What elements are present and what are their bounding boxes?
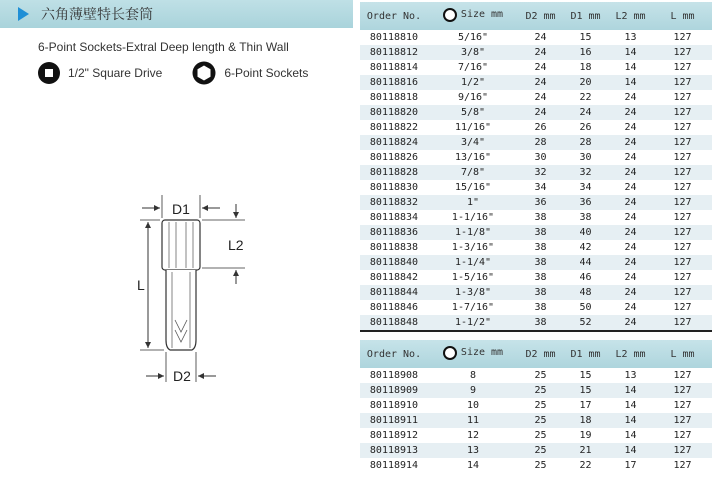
d1-cell: 15 bbox=[563, 383, 608, 398]
square-drive-icon bbox=[38, 62, 60, 84]
square-drive-label: 1/2" Square Drive bbox=[68, 66, 163, 80]
order-no-cell: 80118911 bbox=[360, 413, 428, 428]
d1-cell: 44 bbox=[563, 255, 608, 270]
order-no-cell: 80118822 bbox=[360, 120, 428, 135]
size-cell: 5/8" bbox=[428, 105, 518, 120]
table-row bbox=[360, 225, 712, 240]
l2-cell: 24 bbox=[608, 105, 653, 120]
l2-cell: 14 bbox=[608, 398, 653, 413]
table-row bbox=[360, 285, 712, 300]
d1-cell: 50 bbox=[563, 300, 608, 315]
d1-cell: 20 bbox=[563, 75, 608, 90]
l-cell: 127 bbox=[653, 180, 712, 195]
l-cell: 127 bbox=[653, 225, 712, 240]
size-cell: 1" bbox=[428, 195, 518, 210]
d2-cell: 34 bbox=[518, 180, 563, 195]
l2-cell: 13 bbox=[608, 368, 653, 383]
l2-cell: 24 bbox=[608, 180, 653, 195]
header-l2: L2 mm bbox=[608, 340, 653, 368]
table-header-row bbox=[360, 340, 712, 368]
d2-cell: 24 bbox=[518, 60, 563, 75]
d2-cell: 38 bbox=[518, 240, 563, 255]
l-cell: 127 bbox=[653, 120, 712, 135]
table-row bbox=[360, 315, 712, 331]
order-no-cell: 80118836 bbox=[360, 225, 428, 240]
l2-label: L2 bbox=[228, 237, 244, 253]
size-cell: 1-3/8" bbox=[428, 285, 518, 300]
d2-cell: 25 bbox=[518, 443, 563, 458]
table-row bbox=[360, 458, 712, 473]
l-cell: 127 bbox=[653, 255, 712, 270]
d1-cell: 17 bbox=[563, 398, 608, 413]
d1-cell: 18 bbox=[563, 413, 608, 428]
header-l2: L2 mm bbox=[608, 2, 653, 30]
product-subtitle: 6-Point Sockets-Extral Deep length & Thin Wall bbox=[38, 40, 289, 54]
table-row bbox=[360, 180, 712, 195]
d1-cell: 22 bbox=[563, 90, 608, 105]
table-row bbox=[360, 210, 712, 225]
table-row bbox=[360, 75, 712, 90]
hexagon-socket-icon bbox=[192, 61, 216, 85]
d2-cell: 25 bbox=[518, 413, 563, 428]
six-point-label: 6-Point Sockets bbox=[224, 66, 309, 80]
size-cell: 1-1/4" bbox=[428, 255, 518, 270]
l-cell: 127 bbox=[653, 30, 712, 45]
d2-cell: 38 bbox=[518, 300, 563, 315]
order-no-cell: 80118818 bbox=[360, 90, 428, 105]
order-no-cell: 80118810 bbox=[360, 30, 428, 45]
l2-cell: 24 bbox=[608, 225, 653, 240]
d2-cell: 28 bbox=[518, 135, 563, 150]
table-row bbox=[360, 165, 712, 180]
size-cell: 1-3/16" bbox=[428, 240, 518, 255]
socket-shank-shape bbox=[166, 270, 196, 350]
l2-cell: 24 bbox=[608, 120, 653, 135]
size-cell: 7/8" bbox=[428, 165, 518, 180]
size-cell: 7/16" bbox=[428, 60, 518, 75]
table-row bbox=[360, 135, 712, 150]
order-no-cell: 80118826 bbox=[360, 150, 428, 165]
d1-cell: 38 bbox=[563, 210, 608, 225]
l-label: L bbox=[137, 277, 145, 293]
table-row bbox=[360, 270, 712, 285]
l-cell: 127 bbox=[653, 285, 712, 300]
order-no-cell: 80118910 bbox=[360, 398, 428, 413]
table-row bbox=[360, 30, 712, 45]
d1-cell: 52 bbox=[563, 315, 608, 331]
l-cell: 127 bbox=[653, 383, 712, 398]
table-row bbox=[360, 428, 712, 443]
header-order-no: Order No. bbox=[360, 340, 428, 368]
size-cell: 14 bbox=[428, 458, 518, 473]
order-no-cell: 80118844 bbox=[360, 285, 428, 300]
l-cell: 127 bbox=[653, 135, 712, 150]
table-row bbox=[360, 90, 712, 105]
l2-cell: 14 bbox=[608, 75, 653, 90]
l-cell: 127 bbox=[653, 75, 712, 90]
size-cell: 1-5/16" bbox=[428, 270, 518, 285]
d1-cell: 40 bbox=[563, 225, 608, 240]
l-cell: 127 bbox=[653, 165, 712, 180]
size-cell: 15/16" bbox=[428, 180, 518, 195]
header-l: L mm bbox=[653, 340, 712, 368]
d1-cell: 24 bbox=[563, 105, 608, 120]
size-cell: 11/16" bbox=[428, 120, 518, 135]
order-no-cell: 80118848 bbox=[360, 315, 428, 331]
d1-cell: 26 bbox=[563, 120, 608, 135]
l2-cell: 14 bbox=[608, 383, 653, 398]
header-size: Size mm bbox=[428, 340, 518, 368]
header-d1: D1 mm bbox=[563, 2, 608, 30]
header-d2: D2 mm bbox=[518, 2, 563, 30]
l2-cell: 24 bbox=[608, 165, 653, 180]
circle-icon bbox=[443, 346, 457, 360]
l2-cell: 24 bbox=[608, 315, 653, 331]
l2-cell: 14 bbox=[608, 428, 653, 443]
header-size: Size mm bbox=[428, 2, 518, 30]
table-row bbox=[360, 255, 712, 270]
size-cell: 1-1/8" bbox=[428, 225, 518, 240]
d2-cell: 25 bbox=[518, 428, 563, 443]
l-cell: 127 bbox=[653, 240, 712, 255]
l-cell: 127 bbox=[653, 90, 712, 105]
d1-cell: 15 bbox=[563, 30, 608, 45]
circle-icon bbox=[443, 8, 457, 22]
l2-cell: 14 bbox=[608, 60, 653, 75]
order-no-cell: 80118824 bbox=[360, 135, 428, 150]
size-cell: 12 bbox=[428, 428, 518, 443]
table-row bbox=[360, 195, 712, 210]
d1-cell: 32 bbox=[563, 165, 608, 180]
size-cell: 10 bbox=[428, 398, 518, 413]
size-cell: 13/16" bbox=[428, 150, 518, 165]
d2-cell: 24 bbox=[518, 45, 563, 60]
page-title: 六角薄壁特长套筒 bbox=[41, 7, 153, 23]
l2-cell: 24 bbox=[608, 150, 653, 165]
d1-cell: 48 bbox=[563, 285, 608, 300]
l2-cell: 24 bbox=[608, 195, 653, 210]
d1-cell: 19 bbox=[563, 428, 608, 443]
metric-size-table bbox=[360, 340, 712, 473]
l2-cell: 14 bbox=[608, 413, 653, 428]
d1-cell: 18 bbox=[563, 60, 608, 75]
table-row bbox=[360, 443, 712, 458]
d2-cell: 24 bbox=[518, 90, 563, 105]
size-cell: 1-1/2" bbox=[428, 315, 518, 331]
l-cell: 127 bbox=[653, 150, 712, 165]
d2-cell: 24 bbox=[518, 75, 563, 90]
order-no-cell: 80118812 bbox=[360, 45, 428, 60]
d1-cell: 30 bbox=[563, 150, 608, 165]
order-no-cell: 80118828 bbox=[360, 165, 428, 180]
order-no-cell: 80118914 bbox=[360, 458, 428, 473]
l-cell: 127 bbox=[653, 45, 712, 60]
order-no-cell: 80118846 bbox=[360, 300, 428, 315]
l2-cell: 13 bbox=[608, 30, 653, 45]
header-order-no: Order No. bbox=[360, 2, 428, 30]
l-cell: 127 bbox=[653, 315, 712, 331]
socket-dimension-diagram bbox=[120, 190, 250, 390]
l2-cell: 24 bbox=[608, 300, 653, 315]
l-cell: 127 bbox=[653, 300, 712, 315]
d2-cell: 38 bbox=[518, 285, 563, 300]
inch-size-table bbox=[360, 2, 712, 332]
size-cell: 1/2" bbox=[428, 75, 518, 90]
l2-cell: 24 bbox=[608, 240, 653, 255]
d2-cell: 25 bbox=[518, 368, 563, 383]
l2-cell: 24 bbox=[608, 135, 653, 150]
play-arrow-icon bbox=[18, 7, 29, 21]
table-row bbox=[360, 383, 712, 398]
header-l: L mm bbox=[653, 2, 712, 30]
d1-cell: 22 bbox=[563, 458, 608, 473]
l-cell: 127 bbox=[653, 428, 712, 443]
l2-cell: 17 bbox=[608, 458, 653, 473]
d1-cell: 21 bbox=[563, 443, 608, 458]
l-cell: 127 bbox=[653, 105, 712, 120]
header-d2: D2 mm bbox=[518, 340, 563, 368]
order-no-cell: 80118908 bbox=[360, 368, 428, 383]
d2-cell: 38 bbox=[518, 255, 563, 270]
d2-cell: 25 bbox=[518, 458, 563, 473]
d2-cell: 24 bbox=[518, 105, 563, 120]
d2-cell: 30 bbox=[518, 150, 563, 165]
d2-cell: 25 bbox=[518, 398, 563, 413]
l-cell: 127 bbox=[653, 368, 712, 383]
header-d1: D1 mm bbox=[563, 340, 608, 368]
table-header-row bbox=[360, 2, 712, 30]
size-cell: 9/16" bbox=[428, 90, 518, 105]
size-cell: 8 bbox=[428, 368, 518, 383]
socket-head-shape bbox=[162, 220, 200, 270]
size-cell: 5/16" bbox=[428, 30, 518, 45]
size-cell: 1-1/16" bbox=[428, 210, 518, 225]
order-no-cell: 80118814 bbox=[360, 60, 428, 75]
d2-cell: 36 bbox=[518, 195, 563, 210]
l2-cell: 24 bbox=[608, 255, 653, 270]
l-cell: 127 bbox=[653, 195, 712, 210]
l-cell: 127 bbox=[653, 443, 712, 458]
d1-cell: 46 bbox=[563, 270, 608, 285]
d1-cell: 36 bbox=[563, 195, 608, 210]
size-cell: 11 bbox=[428, 413, 518, 428]
d2-cell: 38 bbox=[518, 315, 563, 331]
table-row bbox=[360, 45, 712, 60]
table-row bbox=[360, 413, 712, 428]
table-row bbox=[360, 398, 712, 413]
size-cell: 9 bbox=[428, 383, 518, 398]
order-no-cell: 80118820 bbox=[360, 105, 428, 120]
table-row bbox=[360, 120, 712, 135]
l-cell: 127 bbox=[653, 413, 712, 428]
size-cell: 1-7/16" bbox=[428, 300, 518, 315]
table-row bbox=[360, 150, 712, 165]
order-no-cell: 80118913 bbox=[360, 443, 428, 458]
d2-label: D2 bbox=[173, 368, 191, 384]
order-no-cell: 80118838 bbox=[360, 240, 428, 255]
order-no-cell: 80118840 bbox=[360, 255, 428, 270]
size-cell: 3/4" bbox=[428, 135, 518, 150]
d2-cell: 26 bbox=[518, 120, 563, 135]
d2-cell: 38 bbox=[518, 270, 563, 285]
d2-cell: 24 bbox=[518, 30, 563, 45]
size-cell: 3/8" bbox=[428, 45, 518, 60]
order-no-cell: 80118842 bbox=[360, 270, 428, 285]
table-row bbox=[360, 105, 712, 120]
d1-cell: 42 bbox=[563, 240, 608, 255]
l-cell: 127 bbox=[653, 270, 712, 285]
feature-row bbox=[38, 61, 308, 85]
l2-cell: 24 bbox=[608, 90, 653, 105]
table-row bbox=[360, 300, 712, 315]
order-no-cell: 80118832 bbox=[360, 195, 428, 210]
l-cell: 127 bbox=[653, 398, 712, 413]
order-no-cell: 80118834 bbox=[360, 210, 428, 225]
d1-cell: 15 bbox=[563, 368, 608, 383]
order-no-cell: 80118816 bbox=[360, 75, 428, 90]
title-bar bbox=[0, 0, 353, 28]
l-cell: 127 bbox=[653, 210, 712, 225]
l2-cell: 14 bbox=[608, 45, 653, 60]
l-cell: 127 bbox=[653, 60, 712, 75]
d1-cell: 28 bbox=[563, 135, 608, 150]
d1-cell: 16 bbox=[563, 45, 608, 60]
l2-cell: 14 bbox=[608, 443, 653, 458]
l2-cell: 24 bbox=[608, 210, 653, 225]
d2-cell: 25 bbox=[518, 383, 563, 398]
order-no-cell: 80118912 bbox=[360, 428, 428, 443]
d1-cell: 34 bbox=[563, 180, 608, 195]
order-no-cell: 80118830 bbox=[360, 180, 428, 195]
l2-cell: 24 bbox=[608, 270, 653, 285]
d2-cell: 32 bbox=[518, 165, 563, 180]
table-row bbox=[360, 240, 712, 255]
order-no-cell: 80118909 bbox=[360, 383, 428, 398]
d2-cell: 38 bbox=[518, 210, 563, 225]
l-cell: 127 bbox=[653, 458, 712, 473]
l2-cell: 24 bbox=[608, 285, 653, 300]
table-row bbox=[360, 368, 712, 383]
d1-label: D1 bbox=[172, 201, 190, 217]
size-cell: 13 bbox=[428, 443, 518, 458]
table-row bbox=[360, 60, 712, 75]
d2-cell: 38 bbox=[518, 225, 563, 240]
